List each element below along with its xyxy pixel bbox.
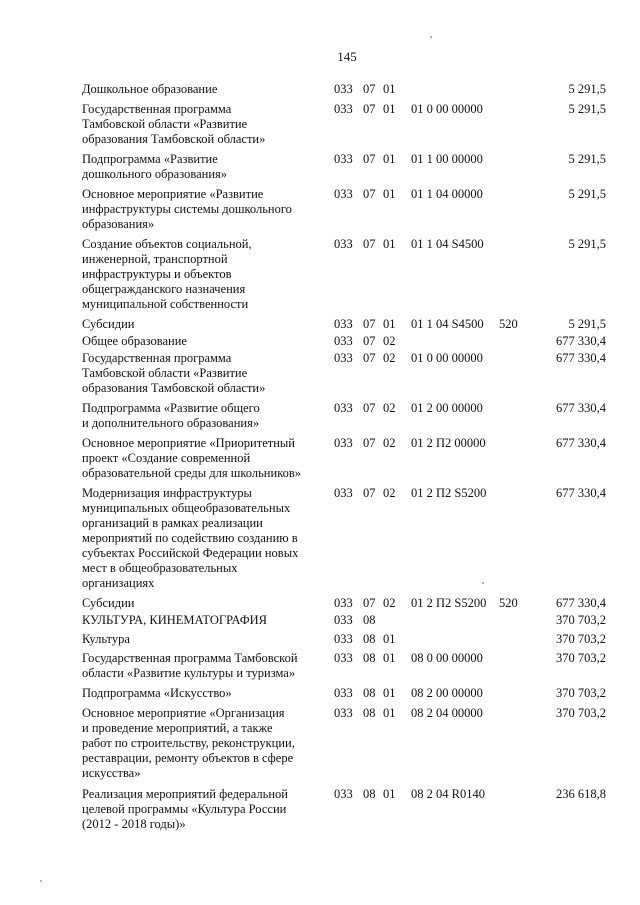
amount: 677 330,4 xyxy=(556,351,606,365)
table-row xyxy=(82,102,612,147)
target-article-code: 01 2 П2 S5200 xyxy=(411,596,487,610)
item-name-line: инфраструктуры системы дошкольного xyxy=(82,202,292,216)
section-code: 08 xyxy=(363,651,376,665)
item-name xyxy=(82,706,322,781)
amount: 5 291,5 xyxy=(568,187,606,201)
item-name xyxy=(82,82,322,97)
item-name-line: КУЛЬТУРА, КИНЕМАТОГРАФИЯ xyxy=(82,613,267,627)
department-code: 033 xyxy=(334,787,353,801)
section-code: 07 xyxy=(363,351,376,365)
table-row xyxy=(82,351,612,396)
amount: 370 703,2 xyxy=(556,651,606,665)
item-name-line: области «Развитие культуры и туризма» xyxy=(82,666,296,680)
item-name-line: организациях xyxy=(82,576,155,590)
target-article-code: 01 2 П2 00000 xyxy=(411,436,486,450)
subsection-code: 02 xyxy=(383,596,396,610)
table-row xyxy=(82,686,612,701)
item-name-line: Модернизация инфраструктуры xyxy=(82,486,252,500)
target-article-code: 01 1 04 S4500 xyxy=(411,317,484,331)
amount: 5 291,5 xyxy=(568,317,606,331)
section-code: 08 xyxy=(363,686,376,700)
item-name-line: Субсидии xyxy=(82,317,135,331)
department-code: 033 xyxy=(334,82,353,96)
target-article-code: 01 0 00 00000 xyxy=(411,102,483,116)
department-code: 033 xyxy=(334,632,353,646)
section-code: 07 xyxy=(363,401,376,415)
amount: 5 291,5 xyxy=(568,237,606,251)
item-name-line: Подпрограмма «Искусство» xyxy=(82,686,232,700)
subsection-code: 01 xyxy=(383,82,396,96)
amount: 370 703,2 xyxy=(556,632,606,646)
department-code: 033 xyxy=(334,401,353,415)
subsection-code: 01 xyxy=(383,686,396,700)
section-code: 07 xyxy=(363,187,376,201)
table-row xyxy=(82,237,612,312)
section-code: 07 xyxy=(363,317,376,331)
item-name xyxy=(82,632,322,647)
budget-table xyxy=(82,82,612,832)
section-code: 07 xyxy=(363,334,376,348)
subsection-code: 01 xyxy=(383,632,396,646)
subsection-code: 01 xyxy=(383,102,396,116)
table-row xyxy=(82,334,612,349)
item-name-line: субъектах Российской Федерации новых xyxy=(82,546,299,560)
scan-speck xyxy=(430,36,432,38)
table-row xyxy=(82,317,612,332)
item-name xyxy=(82,237,322,312)
table-row xyxy=(82,152,612,182)
table-row xyxy=(82,436,612,481)
item-name xyxy=(82,686,322,701)
item-name-line: Дошкольное образование xyxy=(82,82,218,96)
item-name-line: и проведение мероприятий, а также xyxy=(82,721,273,735)
scan-speck xyxy=(482,582,484,584)
department-code: 033 xyxy=(334,436,353,450)
table-row xyxy=(82,651,612,681)
amount: 677 330,4 xyxy=(556,401,606,415)
item-name-line: Создание объектов социальной, xyxy=(82,237,252,251)
section-code: 07 xyxy=(363,82,376,96)
amount: 236 618,8 xyxy=(556,787,606,801)
item-name xyxy=(82,351,322,396)
subsection-code: 02 xyxy=(383,436,396,450)
section-code: 08 xyxy=(363,632,376,646)
amount: 677 330,4 xyxy=(556,596,606,610)
item-name-line: Государственная программа Тамбовской xyxy=(82,651,298,665)
item-name-line: образования» xyxy=(82,217,155,231)
amount: 677 330,4 xyxy=(556,436,606,450)
item-name-line: Субсидии xyxy=(82,596,135,610)
item-name-line: и дополнительного образования» xyxy=(82,416,260,430)
amount: 370 703,2 xyxy=(556,686,606,700)
item-name-line: муниципальной собственности xyxy=(82,297,249,311)
section-code: 07 xyxy=(363,102,376,116)
item-name-line: проект «Создание современной xyxy=(82,451,251,465)
item-name xyxy=(82,651,322,681)
item-name-line: Основное мероприятие «Приоритетный xyxy=(82,436,296,450)
item-name xyxy=(82,613,322,628)
item-name-line: Подпрограмма «Развитие общего xyxy=(82,401,260,415)
subsection-code: 01 xyxy=(383,787,396,801)
table-row xyxy=(82,187,612,232)
target-article-code: 01 1 04 00000 xyxy=(411,187,483,201)
item-name-line: муниципальных общеобразовательных xyxy=(82,501,291,515)
department-code: 033 xyxy=(334,706,353,720)
item-name xyxy=(82,787,322,832)
department-code: 033 xyxy=(334,237,353,251)
item-name xyxy=(82,187,322,232)
subsection-code: 01 xyxy=(383,187,396,201)
department-code: 033 xyxy=(334,152,353,166)
item-name xyxy=(82,152,322,182)
target-article-code: 01 1 00 00000 xyxy=(411,152,483,166)
department-code: 033 xyxy=(334,102,353,116)
section-code: 07 xyxy=(363,436,376,450)
item-name-line: инженерной, транспортной xyxy=(82,252,228,266)
item-name xyxy=(82,102,322,147)
item-name-line: мероприятий по содействию созданию в xyxy=(82,531,298,545)
item-name-line: образования Тамбовской области» xyxy=(82,381,266,395)
target-article-code: 01 1 04 S4500 xyxy=(411,237,484,251)
item-name xyxy=(82,317,322,332)
department-code: 033 xyxy=(334,187,353,201)
item-name-line: дошкольного образования» xyxy=(82,167,228,181)
subsection-code: 02 xyxy=(383,334,396,348)
amount: 5 291,5 xyxy=(568,82,606,96)
subsection-code: 01 xyxy=(383,651,396,665)
department-code: 033 xyxy=(334,334,353,348)
table-row xyxy=(82,486,612,591)
department-code: 033 xyxy=(334,486,353,500)
table-row xyxy=(82,401,612,431)
subsection-code: 01 xyxy=(383,706,396,720)
item-name-line: работ по строительству, реконструкции, xyxy=(82,736,295,750)
target-article-code: 08 2 04 R0140 xyxy=(411,787,485,801)
item-name-line: организаций в рамках реализации xyxy=(82,516,263,530)
section-code: 07 xyxy=(363,596,376,610)
table-row xyxy=(82,613,612,628)
page-number: 145 xyxy=(337,49,357,64)
table-row xyxy=(82,706,612,781)
section-code: 08 xyxy=(363,706,376,720)
department-code: 033 xyxy=(334,317,353,331)
target-article-code: 01 2 00 00000 xyxy=(411,401,483,415)
expense-type-code: 520 xyxy=(499,596,518,610)
item-name-line: Общее образование xyxy=(82,334,187,348)
subsection-code: 01 xyxy=(383,317,396,331)
item-name-line: общегражданского назначения xyxy=(82,282,246,296)
subsection-code: 01 xyxy=(383,237,396,251)
subsection-code: 01 xyxy=(383,152,396,166)
section-code: 07 xyxy=(363,152,376,166)
department-code: 033 xyxy=(334,596,353,610)
item-name-line: искусства» xyxy=(82,766,141,780)
department-code: 033 xyxy=(334,686,353,700)
item-name-line: Государственная программа xyxy=(82,102,232,116)
item-name-line: Основное мероприятие «Развитие xyxy=(82,187,264,201)
item-name-line: Основное мероприятие «Организация xyxy=(82,706,285,720)
subsection-code: 02 xyxy=(383,486,396,500)
item-name-line: инфраструктуры и объектов xyxy=(82,267,232,281)
item-name-line: образования Тамбовской области» xyxy=(82,132,266,146)
table-row xyxy=(82,787,612,832)
department-code: 033 xyxy=(334,351,353,365)
target-article-code: 08 2 04 00000 xyxy=(411,706,483,720)
amount: 677 330,4 xyxy=(556,334,606,348)
item-name xyxy=(82,486,322,591)
amount: 677 330,4 xyxy=(556,486,606,500)
item-name-line: Государственная программа xyxy=(82,351,232,365)
section-code: 08 xyxy=(363,787,376,801)
section-code: 07 xyxy=(363,237,376,251)
target-article-code: 01 0 00 00000 xyxy=(411,351,483,365)
item-name xyxy=(82,436,322,481)
department-code: 033 xyxy=(334,651,353,665)
item-name xyxy=(82,401,322,431)
table-row xyxy=(82,632,612,647)
amount: 5 291,5 xyxy=(568,152,606,166)
item-name xyxy=(82,596,322,611)
item-name-line: целевой программы «Культура России xyxy=(82,802,287,816)
amount: 5 291,5 xyxy=(568,102,606,116)
subsection-code: 02 xyxy=(383,401,396,415)
table-row xyxy=(82,596,612,611)
section-code: 07 xyxy=(363,486,376,500)
section-code: 08 xyxy=(363,613,376,627)
department-code: 033 xyxy=(334,613,353,627)
item-name-line: Реализация мероприятий федеральной xyxy=(82,787,288,801)
item-name-line: Тамбовской области «Развитие xyxy=(82,366,248,380)
target-article-code: 08 0 00 00000 xyxy=(411,651,483,665)
item-name-line: Подпрограмма «Развитие xyxy=(82,152,218,166)
item-name-line: (2012 - 2018 годы)» xyxy=(82,817,186,831)
target-article-code: 01 2 П2 S5200 xyxy=(411,486,487,500)
amount: 370 703,2 xyxy=(556,613,606,627)
item-name-line: образовательной среды для школьников» xyxy=(82,466,302,480)
item-name xyxy=(82,334,322,349)
scan-speck xyxy=(40,880,42,882)
amount: 370 703,2 xyxy=(556,706,606,720)
table-row xyxy=(82,82,612,97)
item-name-line: реставрации, ремонту объектов в сфере xyxy=(82,751,294,765)
target-article-code: 08 2 00 00000 xyxy=(411,686,483,700)
item-name-line: Культура xyxy=(82,632,130,646)
subsection-code: 02 xyxy=(383,351,396,365)
item-name-line: мест в общеобразовательных xyxy=(82,561,238,575)
item-name-line: Тамбовской области «Развитие xyxy=(82,117,248,131)
expense-type-code: 520 xyxy=(499,317,518,331)
